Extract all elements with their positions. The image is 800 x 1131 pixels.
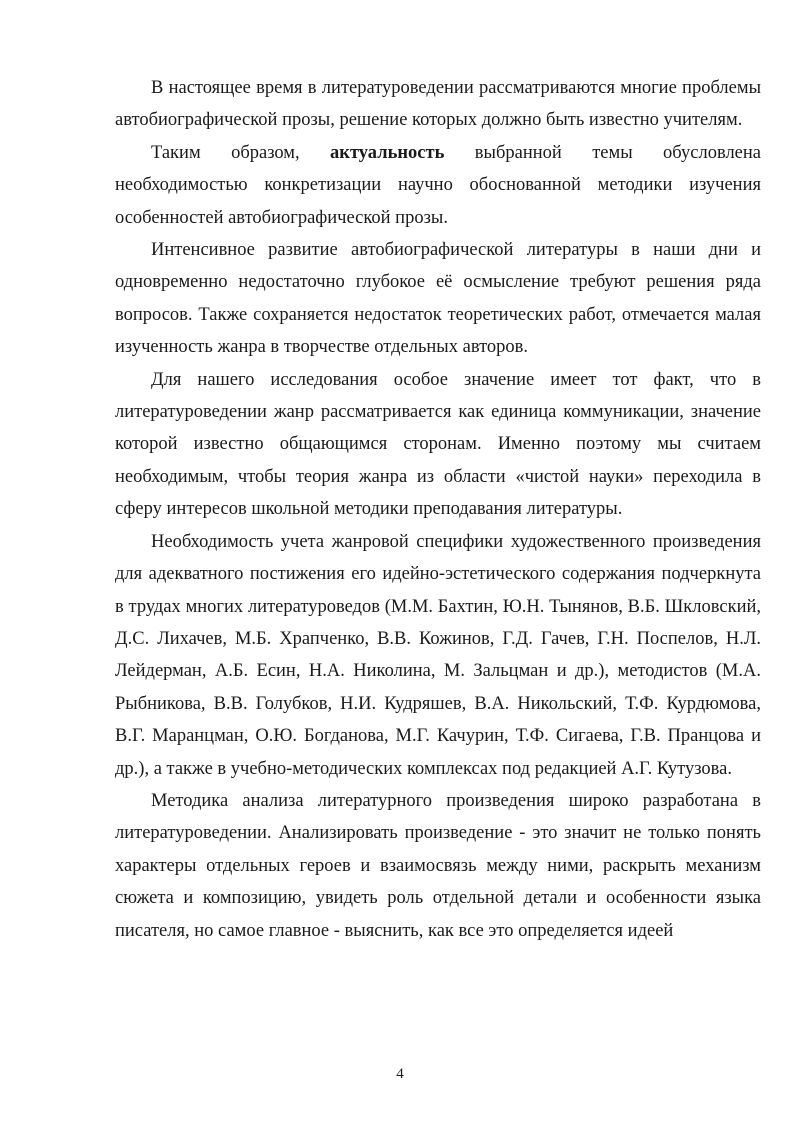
- paragraph: [115, 137, 761, 234]
- body-text: [115, 72, 761, 947]
- paragraph: Интенсивное развитие автобиографической литературы в наши дни и одновременно недостаточно глубокое её осмысление требуют решения ряда вопросов. Также сохраняется недостаток теоретических работ, отмечается малая изученность жанра в творчестве отдельных авторов.: [115, 240, 761, 358]
- paragraph: Методика анализа литературного произведения широко разработана в литературоведении. Анализировать произведение - это значит не только понять характеры отдельных героев и взаимосвязь между ними, раскрыть механизм сюжета и композицию, увидеть роль отдельной детали и особенности языка писателя, но самое главное - выяснить, как все это определяется идеей: [115, 790, 761, 941]
- paragraph: В настоящее время в литературоведении рассматриваются многие проблемы автобиографической прозы, решение которых должно быть известно учителям.: [115, 78, 761, 131]
- emphasized-term: актуальность: [330, 142, 445, 163]
- paragraph: Необходимость учета жанровой специфики художественного произведения для адекватного постижения его идейно-эстетического содержания подчеркнута в трудах многих литературоведов (М.М. Бахтин, Ю.Н. Тынянов, В.Б. Шкловский, Д.С. Лихачев, М.Б. Храпченко, В.В. Кожинов, Г.Д. Гачев, Г.Н. Поспелов, Н.Л. Лейдерман, А.Б. Есин, Н.А. Николина, М. Зальцман и др.), методистов (М.А. Рыбникова, В.В. Голубков, Н.И. Кудряшев, В.А. Никольский, Т.Ф. Курдюмова, В.Г. Маранцман, О.Ю. Богданова, М.Г. Качурин, Т.Ф. Сигаева, Г.В. Пранцова и др.), а также в учебно-методических комплексах под редакцией А.Г. Кутузова.: [115, 531, 761, 779]
- paragraph: Для нашего исследования особое значение имеет тот факт, что в литературоведении жанр рассматривается как единица коммуникации, значение которой известно общающимся сторонам. Именно поэтому мы считаем необходимым, чтобы теория жанра из области «чистой науки» переходила в сферу интересов школьной методики преподавания литературы.: [115, 369, 761, 520]
- page-number: 4: [396, 1066, 404, 1082]
- paragraph-text: Таким образом,: [151, 142, 331, 163]
- paragraph-text: выбранной темы обусловлена необходимостью конкретизации научно обоснованной методики изучения особенностей автобиографической прозы.: [115, 142, 762, 228]
